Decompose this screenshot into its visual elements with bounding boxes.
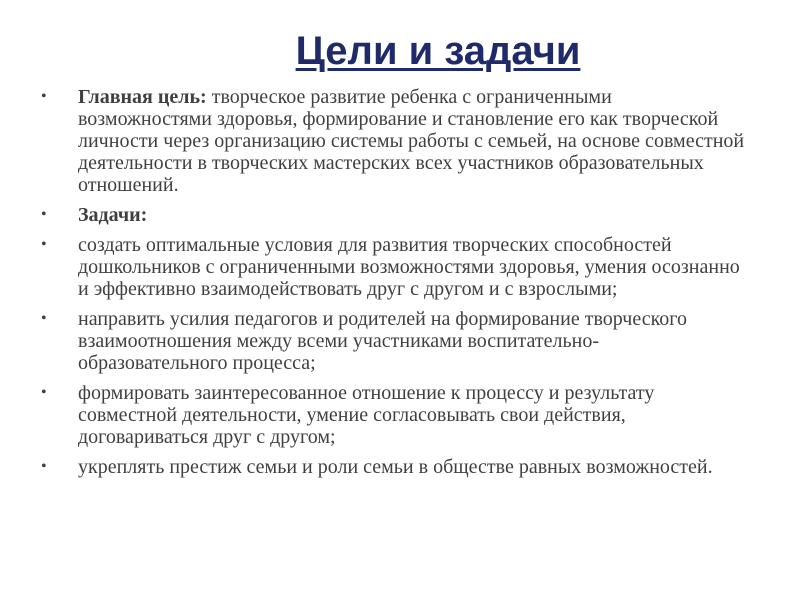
main-goal-label: Главная цель: bbox=[78, 86, 207, 108]
task-text: укреплять престиж семьи и роли семьи в обществе равных возможностей. bbox=[78, 456, 713, 478]
task-item bbox=[38, 456, 746, 478]
task-text: создать оптимальные условия для развития творческих способностей дошкольников с ограниченными возможностями здоровья, умения осознанно и эффективно взаимодействовать друг с другом и с взрослыми; bbox=[78, 234, 740, 300]
bullet-icon: • bbox=[41, 236, 47, 253]
task-text: направить усилия педагогов и родителей на формирование творческого взаимоотношения между всеми участниками воспитательно-образовательного процесса; bbox=[78, 308, 687, 374]
task-item bbox=[38, 308, 746, 374]
bullet-icon: • bbox=[41, 88, 47, 105]
task-text: формировать заинтересованное отношение к процессу и результату совместной деятельности, умение согласовывать свои действия, договариваться друг с другом; bbox=[78, 382, 655, 448]
bullet-icon: • bbox=[41, 458, 47, 475]
task-item bbox=[38, 382, 746, 448]
bullet-icon: • bbox=[41, 206, 47, 223]
slide-title: Цели и задачи bbox=[295, 29, 581, 73]
main-goal-text: творческое развитие ребенка с ограниченными возможностями здоровья, формирование и становление его как творческой личности через организацию системы работы с семьей, на основе совместной деятельности в творческих мастерских всех участников образовательных отношений. bbox=[78, 86, 745, 196]
tasks-heading-item bbox=[38, 204, 746, 226]
main-goal-item bbox=[38, 86, 746, 196]
bullet-list bbox=[38, 86, 746, 486]
bullet-icon: • bbox=[41, 310, 47, 327]
task-item bbox=[38, 234, 746, 300]
tasks-label: Задачи: bbox=[78, 204, 148, 226]
bullet-icon: • bbox=[41, 384, 47, 401]
